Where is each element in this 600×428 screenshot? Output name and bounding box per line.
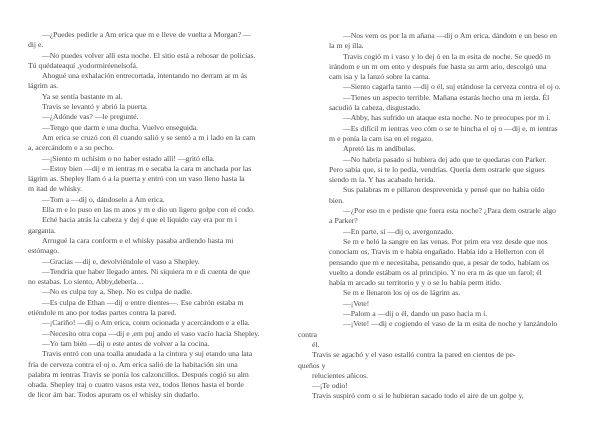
text-line: —No puedes volver allí esta noche. El sitio está a rebosar de policías. <box>42 50 256 60</box>
text-line: —Necesito otra copa —dij e ,em puj ando el vaso vacío hacia Shepley. <box>42 328 260 338</box>
text-line: —Gracias —dij e, devolviéndole el vaso a Shepley. <box>42 256 200 266</box>
text-line: Travis se levantó y abrió la puerta. <box>42 102 148 112</box>
text-line: —Tendría que haber llegado antes. Ni siquiera m e di cuenta de que <box>42 266 250 276</box>
text-line: Travis entró con una toalla anudada a la cintura y suj etando una lata <box>42 349 253 359</box>
text-line: Pero sabía que, si te lo pedía, vendrías. Quería dem ostrarle que sigues <box>329 164 545 174</box>
text-line: había m arcado su territorio y y o se lo había perm itido. <box>329 278 502 288</box>
text-line: Am erica se cruzó con él cuando salió y se sentó a m i lado en la cam <box>42 132 256 142</box>
text-line: —¿Por eso m e pediste que fuera esta noche? ¿Para dem ostrarle algo <box>343 206 556 216</box>
left-page <box>28 30 276 401</box>
text-line: cam isa y la lanzó sobre la cama. <box>329 72 431 82</box>
text-line: a Parker? <box>329 216 358 226</box>
text-line: la m ej illa. <box>329 41 364 51</box>
text-line: lágrim as. Shepley llam ó a la puerta y entró con un vaso lleno hasta la <box>28 174 245 184</box>
text-line: etiéndole m ano por todas partes contra la pared. <box>28 308 177 318</box>
text-line: Sus palabras m e pillaron desprevenida y pensé que no había oído <box>343 185 545 195</box>
text-line: fría de cerveza contra el oj o. Am erica salió de la habitación sin una <box>28 359 238 369</box>
text-line: Se m e heló la sangre en las venas. Por prim era vez desde que nos <box>343 236 548 246</box>
text-line: —¡Siento m uchísim o no haber estado allí! —gritó ella. <box>42 153 215 163</box>
text-line: Eché hacia atrás la cabeza y dej é que el líquido cay era por m i <box>42 215 237 225</box>
text-line: palabra m ientras Travis se ponía los calzoncillos. Después cogió su alm <box>28 369 249 379</box>
text-line: Travis se agachó y el vaso estalló contra la pared en cientos de pe- <box>312 350 516 360</box>
text-line: bien. <box>329 195 344 205</box>
text-line: pensando que m e necesitaba, pensando que, a pesar de todo, habíam os <box>329 257 549 267</box>
text-line: contra <box>298 329 317 339</box>
text-line: —Palom a —dij o él, dando un paso hacia m í. <box>343 309 488 319</box>
text-line: sacudió la cabeza, disgustado. <box>329 103 421 113</box>
text-line: ohada. Shepley traj o cuatro vasos esta vez, todos llenos hasta el borde <box>28 380 244 390</box>
text-line: Se m e llenaron los oj os de lágrim as. <box>343 288 461 298</box>
text-line: conocíam os, Travis m e había engañado. Había ido a Hellerton con él <box>329 247 544 257</box>
text-line: Tú quédateaquí ,yodormiréenelsofá. <box>28 60 138 70</box>
text-line: no estabas. Lo siento, Abby,debería… <box>28 277 144 287</box>
text-line: de licor ám bar. Todos apuram os el whisky sin dudarlo. <box>28 390 200 400</box>
text-line: relucientes añicos. <box>312 370 368 380</box>
text-line: Apretó las m andíbulas. <box>343 144 416 154</box>
text-line: —¡Cariño! —dij o Am erica, conm ocionada y acercándom e a ella. <box>42 318 250 328</box>
text-line: Ya se sentía bastante m al. <box>42 91 123 101</box>
text-line: —¡Vete! —dij e cogiendo el vaso de la m esita de noche y lanzándolo <box>343 319 558 329</box>
text-line: siendo m ía. Y has acabado herida. <box>329 175 436 185</box>
text-line: —No es culpa tuy a, Shep. No es culpa de nadie. <box>42 287 193 297</box>
text-line: —¿Puedes pedirle a Am erica que m e lleve de vuelta a Morgan? — <box>42 30 251 39</box>
text-line: Arrugué la cara conform e el whisky pasaba ardiendo hasta mi <box>42 235 234 245</box>
text-line: vuelto a donde estábam os al principio. Y no era m ás que un farol; él <box>329 267 542 277</box>
text-line: —¡Vete! <box>343 298 370 308</box>
text-line: —Tienes un aspecto terrible. Mañana estarás hecho una m ierda. Él <box>343 92 550 102</box>
text-line: Travis cogió m i vaso y lo dej ó en la m esita de noche. Se quedó m <box>343 51 551 61</box>
text-line: —Yo tam bién —dij o este antes de volver a la cocina. <box>42 338 210 348</box>
text-line: m itad de whisky. <box>28 184 82 194</box>
text-line: —¡Te odio! <box>312 381 348 391</box>
text-line: —Estoy bien —dij e m ientras m e secaba la cara m anchada por las <box>42 163 252 173</box>
text-line: él. <box>312 339 320 349</box>
text-line: —Abby, has sufrido un ataque esta noche. No te preocupes por m í. <box>343 113 551 123</box>
text-line: —Nos vem os por la m añana —dij o Am erica, dándom e un beso en <box>343 31 557 40</box>
text-line: Ella m e lo puso en las m anos y m e dio un ligero golpe con el codo. <box>42 205 255 215</box>
text-line: Travis suspiró com o si le hubieran sacado todo el aire de un golpe y, <box>312 391 524 401</box>
text-line: —Tengo que darm e una ducha. Vuelvo enseguida. <box>42 122 198 132</box>
text-line: —Es difícil m ientras veo cóm o se te hincha el oj o —dij e, m ientras <box>343 123 558 133</box>
text-line: —No habría pasado si hubiera dej ado que te quedaras con Parker. <box>343 154 547 164</box>
text-line: dij e. <box>28 40 44 50</box>
text-line: garganta. <box>28 225 56 235</box>
text-line: irándom e un m om ento y después fue hasta su arm ario, descolgó una <box>329 61 547 71</box>
text-line: —Es culpa de Ethan —dij o entre dientes—. Ese cabrón estaba m <box>42 297 244 307</box>
text-line: —¿Adónde vas? —le pregunté. <box>42 112 139 122</box>
text-line: —Tom a —dij o, dándoselo a Am erica. <box>42 194 165 204</box>
right-page <box>298 31 581 402</box>
text-line: —Siento cagarla tanto —dij o él, suj etándose la cerveza contra el oj o. <box>343 82 561 92</box>
text-line: m e ponía la cam isa en el regazo. <box>329 133 434 143</box>
text-line: —En parte, sí —dij o, avergonzado. <box>343 226 454 236</box>
text-line: a, acercándom e a su pecho. <box>28 143 114 153</box>
text-line: Ahogué una exhalación entrecortada, intentando no derram ar m ás <box>42 71 247 81</box>
text-line: lágrim as. <box>28 81 58 91</box>
text-line: queños y <box>298 360 326 370</box>
text-line: estómago. <box>28 246 59 256</box>
